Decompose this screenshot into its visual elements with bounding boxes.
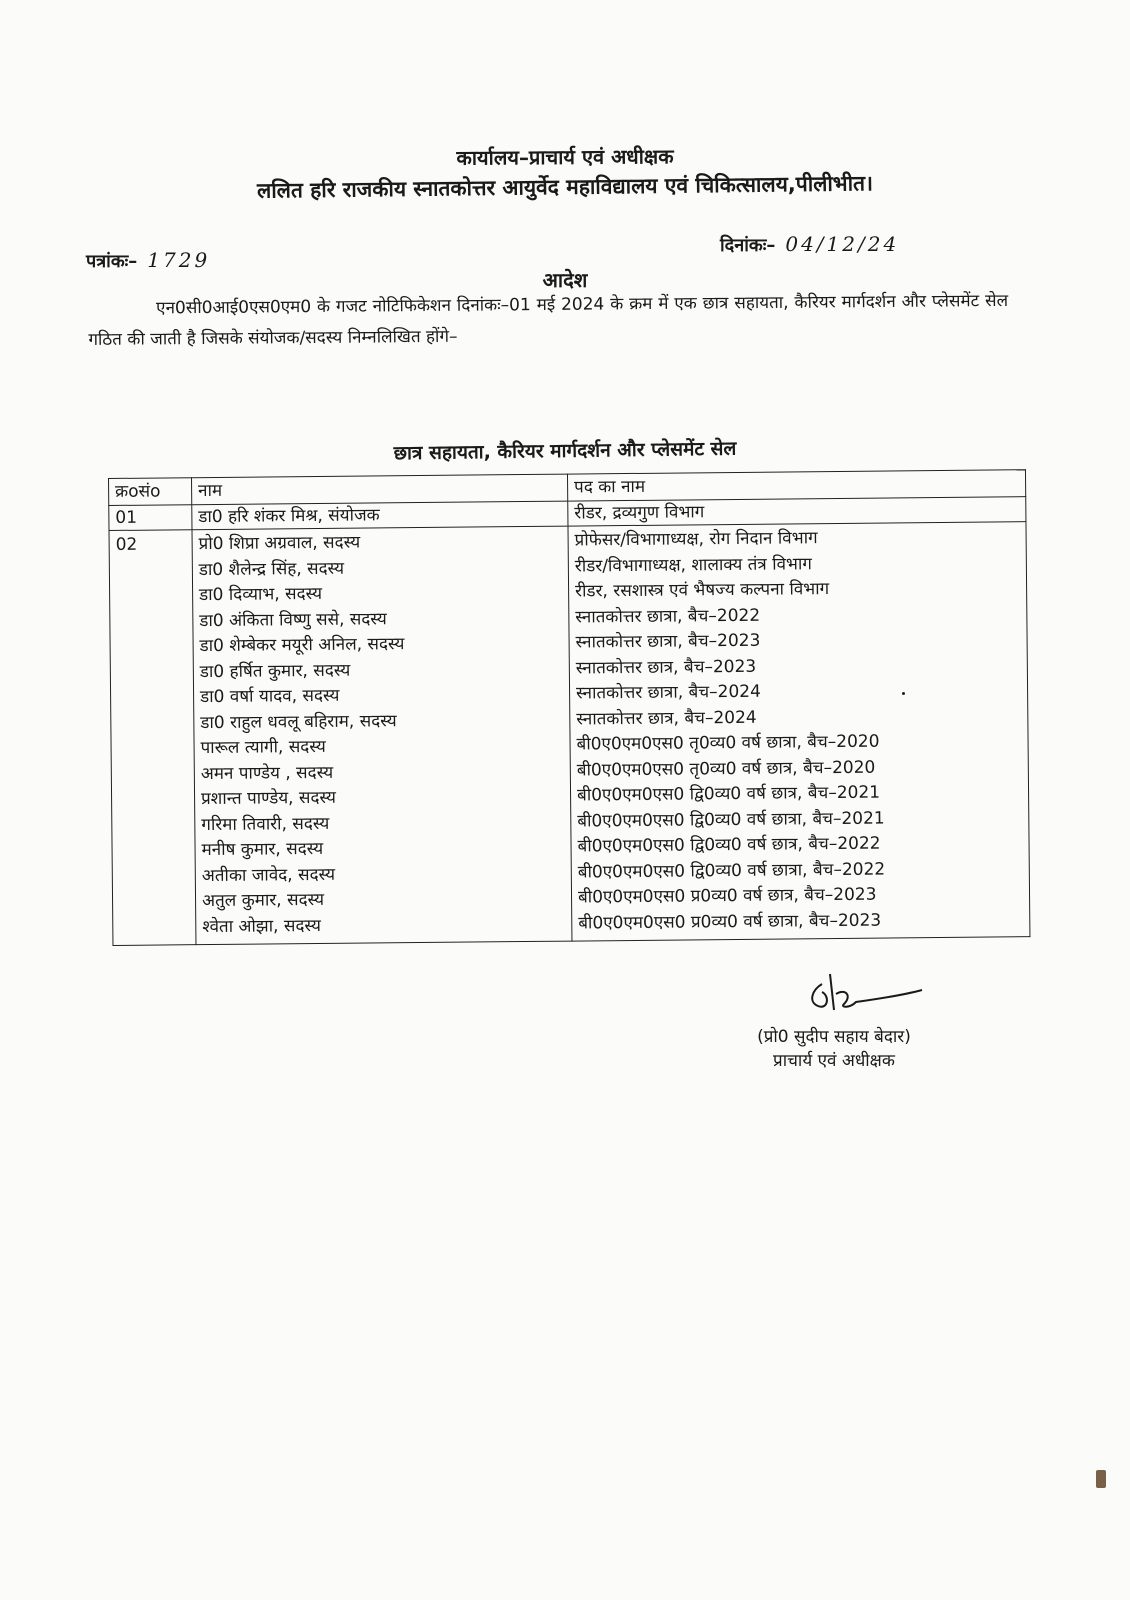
member-post: स्नातकोत्तर छात्र, बैच–2024 (576, 707, 757, 730)
member-name: गरिमा तिवारी, सदस्य (201, 813, 330, 835)
member-name: श्वेता ओझा, सदस्य (202, 915, 322, 937)
member-name: अतीका जावेद, सदस्य (201, 864, 336, 886)
member-post: स्नातकोत्तर छात्रा, बैच–2022 (575, 605, 761, 628)
member-name: अतुल कुमार, सदस्य (201, 889, 325, 912)
member-post: रीडर/विभागाध्यक्ष, शालाक्य तंत्र विभाग (574, 553, 813, 577)
letter-date-label: दिनांकः– (720, 235, 776, 256)
row-serial: 01 (109, 505, 192, 531)
office-heading: कार्यालय–प्राचार्य एवं अधीक्षक (456, 144, 674, 170)
member-post: स्नातकोत्तर छात्र, बैच–2023 (575, 656, 757, 679)
letter-number-value: 1729 (147, 248, 211, 272)
roster-table-wrapper (108, 469, 1030, 946)
order-body-text: एन0सी0आई0एस0एम0 के गजट नोटिफिकेशन दिनांकः–01 मई 2024 के क्रम में एक छात्र सहायता, कैरियर मार्गदर्शन और प्लेसमेंट सेल गठित की जाती है जिसके संयोजक/सदस्य निम्नलिखित होंगे– (88, 290, 1009, 350)
member-post: बी0ए0एम0एस0 द्वि0व्य0 वर्ष छात्र, बैच–2022 (577, 833, 881, 857)
member-name: प्रशान्त पाण्डेय, सदस्य (200, 787, 337, 810)
convener-name: डा0 हरि शंकर मिश्र, संयोजक (192, 501, 568, 530)
member-name: पारूल त्यागी, सदस्य (200, 736, 326, 759)
signatory-name: (प्रो0 सुदीप सहाय बेदार) (757, 1027, 911, 1047)
member-name: डा0 शेम्बेकर मयूरी अनिल, सदस्य (199, 634, 405, 657)
scan-artifact (1096, 1470, 1106, 1488)
member-post: बी0ए0एम0एस0 तृ0व्य0 वर्ष छात्र, बैच–2020 (576, 757, 876, 781)
member-posts-cell (568, 522, 1030, 941)
member-name: डा0 हर्षित कुमार, सदस्य (199, 660, 351, 682)
member-post: बी0ए0एम0एस0 तृ0व्य0 वर्ष छात्रा, बैच–2020 (576, 731, 880, 755)
roster-table (108, 469, 1030, 946)
convener-post: रीडर, द्रव्यगुण विभाग (568, 497, 1026, 526)
member-name: डा0 वर्षा यादव, सदस्य (200, 685, 340, 708)
member-name: डा0 अंकिता विष्णु ससे, सदस्य (199, 608, 387, 631)
member-names-cell (192, 526, 572, 945)
order-body (88, 286, 1009, 356)
signature-mark (800, 966, 930, 1022)
member-name: डा0 दिव्याभ, सदस्य (199, 583, 323, 606)
member-name: प्रो0 शिप्रा अग्रवाल, सदस्य (198, 532, 361, 555)
member-post: स्नातकोत्तर छात्रा, बैच–2024 (575, 681, 761, 704)
letter-date-value: 04/12/24 (785, 232, 900, 256)
member-post: बी0ए0एम0एस0 द्वि0व्य0 वर्ष छात्रा, बैच–2022 (577, 859, 886, 883)
signatory-block (724, 1025, 944, 1073)
row-serial (109, 530, 196, 946)
letter-date (720, 232, 899, 257)
table-row (109, 522, 1030, 946)
member-post: बी0ए0एम0एस0 प्र0व्य0 वर्ष छात्र, बैच–2023 (577, 884, 877, 908)
member-name: मनीष कुमार, सदस्य (201, 838, 324, 861)
member-post: रीडर, रसशास्त्र एवं भैषज्य कल्पना विभाग (575, 579, 830, 602)
signatory-designation: प्राचार्य एवं अधीक्षक (773, 1051, 895, 1071)
row-serial-value: 02 (115, 534, 138, 555)
cell-title: छात्र सहायता, कैरियर मार्गदर्शन और प्लेसमेंट सेल (393, 437, 737, 465)
column-header-name: नाम (192, 474, 568, 505)
institution-heading: ललित हरि राजकीय स्नातकोत्तर आयुर्वेद महाविद्यालय एवं चिकित्सालय,पीलीभीत। (256, 171, 874, 203)
member-name: डा0 राहुल धवलू बहिराम, सदस्य (200, 710, 397, 733)
letter-number-label: पत्रांकः– (86, 251, 138, 272)
member-name: अमन पाण्डेय , सदस्य (200, 762, 334, 784)
order-title: आदेश (542, 268, 588, 292)
ink-dot (902, 692, 905, 695)
member-post: बी0ए0एम0एस0 प्र0व्य0 वर्ष छात्रा, बैच–2023 (578, 910, 882, 934)
column-header-serial: क्रoसंo (109, 478, 192, 506)
member-name: डा0 शैलेन्द्र सिंह, सदस्य (198, 558, 345, 580)
member-post: बी0ए0एम0एस0 द्वि0व्य0 वर्ष छात्र, बैच–2021 (576, 782, 881, 806)
member-post: प्रोफेसर/विभागाध्यक्ष, रोग निदान विभाग (574, 528, 818, 551)
member-post: बी0ए0एम0एस0 द्वि0व्य0 वर्ष छात्रा, बैच–2021 (577, 808, 885, 832)
member-post: स्नातकोत्तर छात्रा, बैच–2023 (575, 630, 761, 653)
column-header-post: पद का नाम (567, 470, 1025, 501)
